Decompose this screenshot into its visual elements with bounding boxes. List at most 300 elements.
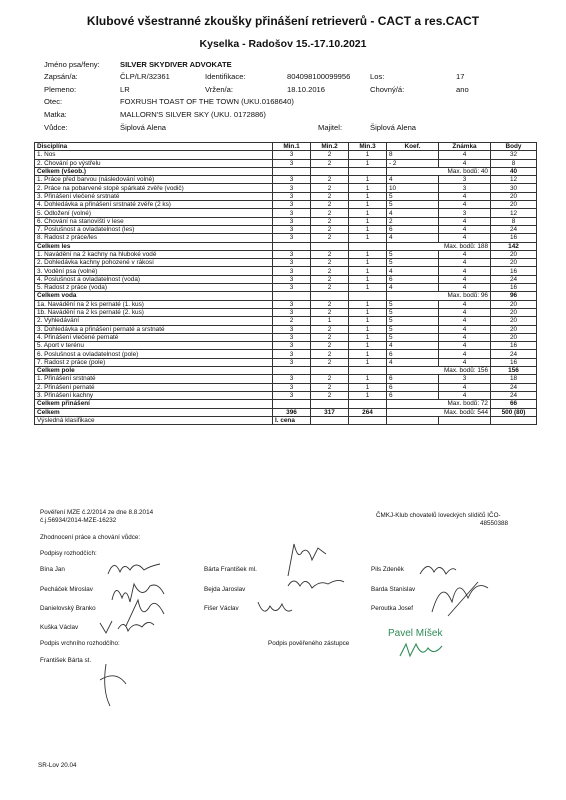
table-row — [35, 342, 537, 350]
min3-cell: 1 — [349, 201, 387, 209]
table-row — [35, 225, 537, 233]
total-min3-cell: 264 — [349, 408, 387, 416]
points-cell: 24 — [491, 383, 537, 391]
points-cell: 24 — [491, 391, 537, 399]
points-cell: 32 — [491, 151, 537, 159]
min3-cell: 1 — [349, 317, 387, 325]
coef-cell: 5 — [387, 259, 439, 267]
empty-cell — [349, 167, 387, 175]
min1-cell: 3 — [273, 176, 311, 184]
empty-cell — [349, 367, 387, 375]
total-label: Celkem — [35, 408, 273, 416]
dam-label: Matka: — [44, 110, 67, 119]
points-cell: 20 — [491, 259, 537, 267]
grade-cell: 4 — [439, 284, 491, 292]
min3-cell: 1 — [349, 358, 387, 366]
min2-cell: 2 — [311, 192, 349, 200]
dog-name: SILVER SKYDIVER ADVOKATE — [120, 60, 232, 69]
empty-cell — [273, 292, 311, 300]
signature-kuska — [98, 615, 158, 639]
judge-name: Pecháček Miroslav — [40, 586, 93, 593]
min2-cell: 2 — [311, 275, 349, 283]
table-row — [35, 250, 537, 258]
judge-name: Bína Jan — [40, 566, 65, 573]
min1-cell: 3 — [273, 275, 311, 283]
col-header-points: Body — [491, 143, 537, 151]
total-row — [35, 408, 537, 416]
deputy-signature-label: Podpis pověřeného zástupce — [268, 640, 350, 647]
grade-cell: 4 — [439, 383, 491, 391]
deputy-name: Pavel Míšek — [388, 628, 443, 639]
discipline-cell: 4. Poslušnost a ovladatelnost (voda) — [35, 275, 273, 283]
points-cell: 20 — [491, 317, 537, 325]
handler-label: Vůdce: — [44, 123, 68, 132]
discipline-cell: 1. Práce před barvou (následování volné) — [35, 176, 273, 184]
min2-cell: 2 — [311, 209, 349, 217]
points-cell: 24 — [491, 275, 537, 283]
coef-cell: 6 — [387, 350, 439, 358]
dog-born: 18.10.2016 — [287, 85, 326, 94]
section-points-cell: 156 — [491, 367, 537, 375]
judges-signatures-label: Podpisy rozhodčích: — [40, 550, 97, 557]
min2-cell: 2 — [311, 151, 349, 159]
coef-cell: 5 — [387, 300, 439, 308]
min2-cell: 2 — [311, 217, 349, 225]
min3-cell: 1 — [349, 342, 387, 350]
points-cell: 24 — [491, 350, 537, 358]
points-cell: 20 — [491, 333, 537, 341]
approval-text: Pověření MZE č.2/2014 ze dne 8.8.2014 — [40, 509, 154, 516]
points-cell: 20 — [491, 308, 537, 316]
grade-cell: 4 — [439, 350, 491, 358]
col-header-min2: Min.2 — [311, 143, 349, 151]
min2-cell: 2 — [311, 250, 349, 258]
table-row — [35, 308, 537, 316]
min2-cell: 2 — [311, 201, 349, 209]
discipline-cell: 2. Práce na pobarvené stopě spárkaté zvěře (vodič) — [35, 184, 273, 192]
points-cell: 16 — [491, 342, 537, 350]
table-row — [35, 234, 537, 242]
table-row — [35, 325, 537, 333]
section-total-label: Celkem pole — [35, 367, 273, 375]
chief-judge-label: Podpis vrchního rozhodčího: — [40, 640, 120, 647]
table-row — [35, 259, 537, 267]
min1-cell: 3 — [273, 300, 311, 308]
points-cell: 20 — [491, 201, 537, 209]
max-points-cell: Max. bodů: 40 — [387, 167, 491, 175]
table-row — [35, 209, 537, 217]
grade-cell: 4 — [439, 234, 491, 242]
coef-cell: 6 — [387, 275, 439, 283]
min1-cell: 3 — [273, 192, 311, 200]
signature-fiser — [256, 598, 296, 620]
points-cell: 8 — [491, 217, 537, 225]
grade-cell: 4 — [439, 217, 491, 225]
section-points-cell: 96 — [491, 292, 537, 300]
grade-cell: 4 — [439, 267, 491, 275]
breeding-label: Chovný/á: — [370, 85, 405, 94]
min1-cell: 3 — [273, 375, 311, 383]
grade-cell: 3 — [439, 209, 491, 217]
table-row — [35, 184, 537, 192]
discipline-cell: 5. Odložení (volné) — [35, 209, 273, 217]
min2-cell: 2 — [311, 375, 349, 383]
discipline-cell: 3. Dohledávka a přinášení pernaté a srstnaté — [35, 325, 273, 333]
min2-cell: 2 — [311, 350, 349, 358]
chief-judge-name: František Bárta st. — [40, 657, 92, 664]
min1-cell: 2 — [273, 317, 311, 325]
min1-cell: 3 — [273, 234, 311, 242]
coef-cell: 6 — [387, 391, 439, 399]
judge-name: Barda Stanislav — [371, 586, 416, 593]
col-header-grade: Známka — [439, 143, 491, 151]
total-min2-cell: 317 — [311, 408, 349, 416]
empty-cell — [311, 292, 349, 300]
coef-cell: 6 — [387, 383, 439, 391]
signature-barda — [428, 572, 494, 622]
empty-cell — [273, 367, 311, 375]
table-row — [35, 267, 537, 275]
dog-breeding: ano — [456, 85, 469, 94]
grade-cell: 4 — [439, 192, 491, 200]
points-cell: 18 — [491, 375, 537, 383]
judge-name: Bejda Jaroslav — [204, 586, 246, 593]
dog-breed: LR — [120, 85, 130, 94]
table-row — [35, 375, 537, 383]
discipline-cell: 6. Chování na stanovišti v lese — [35, 217, 273, 225]
discipline-cell: 2. Dohledávka kachny pohozené v rákosí — [35, 259, 273, 267]
coef-cell: 4 — [387, 234, 439, 242]
min3-cell: 1 — [349, 159, 387, 167]
table-row — [35, 217, 537, 225]
reg-label: Zapsán/a: — [44, 72, 78, 81]
dog-reg: ČLP/LR/32361 — [120, 72, 170, 81]
signature-misek — [398, 640, 448, 662]
min2-cell: 2 — [311, 259, 349, 267]
empty-cell — [273, 242, 311, 250]
sire-label: Otec: — [44, 97, 63, 106]
min1-cell: 3 — [273, 358, 311, 366]
max-points-cell: Max. bodů: 156 — [387, 367, 491, 375]
min1-cell: 3 — [273, 308, 311, 316]
min1-cell: 3 — [273, 201, 311, 209]
dog-los: 17 — [456, 72, 465, 81]
min1-cell: 3 — [273, 267, 311, 275]
points-cell: 20 — [491, 300, 537, 308]
discipline-cell: 2. Vyhledávání — [35, 317, 273, 325]
discipline-cell: 3. Přinášení vlečené srstnaté — [35, 192, 273, 200]
judge-name: Kuška Václav — [40, 624, 79, 631]
empty-cell — [311, 242, 349, 250]
min2-cell: 2 — [311, 184, 349, 192]
max-points-cell: Max. bodů: 188 — [387, 242, 491, 250]
min2-cell: 2 — [311, 383, 349, 391]
min1-cell: 3 — [273, 217, 311, 225]
table-row — [35, 391, 537, 399]
min3-cell: 1 — [349, 308, 387, 316]
points-cell: 20 — [491, 250, 537, 258]
table-row — [35, 358, 537, 366]
dog-handler: Šiplová Alena — [120, 123, 167, 132]
points-cell: 8 — [491, 159, 537, 167]
table-row — [35, 383, 537, 391]
min1-cell: 3 — [273, 391, 311, 399]
col-header-discipline: Disciplína — [35, 143, 273, 151]
max-points-cell: Max. bodů: 72 — [387, 400, 491, 408]
born-label: Vržen/a: — [205, 85, 233, 94]
grade-cell: 4 — [439, 317, 491, 325]
empty-cell — [387, 416, 439, 424]
signature-chief — [96, 660, 136, 710]
empty-cell — [311, 167, 349, 175]
coef-cell: 5 — [387, 325, 439, 333]
discipline-cell: 5. Radost z práce (voda) — [35, 284, 273, 292]
points-cell: 16 — [491, 234, 537, 242]
min2-cell: 2 — [311, 225, 349, 233]
discipline-cell: 5. Aport v terénu — [35, 342, 273, 350]
discipline-cell: 1. Nos — [35, 151, 273, 159]
empty-cell — [349, 242, 387, 250]
id-label: Identifikace: — [205, 72, 246, 81]
table-row — [35, 192, 537, 200]
min3-cell: 1 — [349, 259, 387, 267]
coef-cell: 4 — [387, 358, 439, 366]
min3-cell: 1 — [349, 383, 387, 391]
points-cell: 16 — [491, 267, 537, 275]
min3-cell: 1 — [349, 176, 387, 184]
table-row — [35, 275, 537, 283]
section-total-label: Celkem přinášení — [35, 400, 273, 408]
col-header-coef: Koef. — [387, 143, 439, 151]
grade-cell: 4 — [439, 250, 491, 258]
min2-cell: 2 — [311, 267, 349, 275]
grade-cell: 4 — [439, 201, 491, 209]
grade-cell: 4 — [439, 358, 491, 366]
subtotal-row — [35, 367, 537, 375]
club-ico: 48550388 — [480, 520, 509, 527]
grade-cell: 4 — [439, 325, 491, 333]
min2-cell: 2 — [311, 176, 349, 184]
dog-owner: Šiplová Alena — [370, 123, 417, 132]
grade-cell: 4 — [439, 308, 491, 316]
results-table — [34, 142, 537, 425]
empty-cell — [311, 367, 349, 375]
document-subtitle: Kyselka - Radošov 15.-17.10.2021 — [199, 38, 367, 50]
grade-cell: 4 — [439, 342, 491, 350]
grade-cell: 4 — [439, 225, 491, 233]
judge-name: Peroutka Josef — [371, 605, 414, 612]
min3-cell: 1 — [349, 300, 387, 308]
empty-cell — [491, 416, 537, 424]
max-points-cell: Max. bodů: 96 — [387, 292, 491, 300]
min2-cell: 1 — [311, 317, 349, 325]
table-row — [35, 201, 537, 209]
min3-cell: 1 — [349, 325, 387, 333]
points-cell: 16 — [491, 358, 537, 366]
col-header-min1: Min.1 — [273, 143, 311, 151]
discipline-cell: 1. Navádění na 2 kachny na hluboké vodě — [35, 250, 273, 258]
min2-cell: 2 — [311, 358, 349, 366]
points-cell: 12 — [491, 176, 537, 184]
coef-cell: 4 — [387, 267, 439, 275]
discipline-cell: 3. Vodění psa (volné) — [35, 267, 273, 275]
min3-cell: 1 — [349, 275, 387, 283]
discipline-cell: 3. Přinášení kachny — [35, 391, 273, 399]
judge-name: Pils Zdeněk — [371, 566, 404, 573]
table-row — [35, 317, 537, 325]
discipline-cell: 7. Radost z práce (pole) — [35, 358, 273, 366]
form-code: SR-Lov 20.04 — [38, 762, 77, 769]
coef-cell: 4 — [387, 284, 439, 292]
coef-cell: 5 — [387, 333, 439, 341]
empty-cell — [273, 167, 311, 175]
document-title: Klubové všestranné zkoušky přinášení retrieverů - CACT a res.CACT — [86, 14, 480, 28]
table-row — [35, 350, 537, 358]
min3-cell: 1 — [349, 250, 387, 258]
table-row — [35, 159, 537, 167]
min1-cell: 3 — [273, 333, 311, 341]
min1-cell: 3 — [273, 225, 311, 233]
discipline-cell: 1b. Navádění na 2 ks pernaté (2. kus) — [35, 308, 273, 316]
coef-cell: 4 — [387, 342, 439, 350]
coef-cell: 5 — [387, 250, 439, 258]
owner-label: Majitel: — [318, 123, 343, 132]
coef-cell: 5 — [387, 201, 439, 209]
empty-cell — [311, 400, 349, 408]
min3-cell: 1 — [349, 151, 387, 159]
discipline-cell: 4. Dohledávka a přinášení srstnaté zvěře (2 ks) — [35, 201, 273, 209]
discipline-cell: 1. Přinášení srstnaté — [35, 375, 273, 383]
min3-cell: 1 — [349, 350, 387, 358]
min2-cell: 2 — [311, 300, 349, 308]
grade-cell: 4 — [439, 151, 491, 159]
coef-cell: 10 — [387, 184, 439, 192]
min2-cell: 2 — [311, 234, 349, 242]
grade-cell: 4 — [439, 275, 491, 283]
breed-label: Plemeno: — [44, 85, 77, 94]
points-cell: 12 — [491, 209, 537, 217]
total-max-points-cell: Max. bodů: 544 — [387, 408, 491, 416]
judge-name: Fišer Václav — [204, 605, 239, 612]
club-text: ČMKJ-Klub chovatelů loveckých slídičů IČO- — [376, 512, 501, 519]
grade-cell: 4 — [439, 159, 491, 167]
points-cell: 16 — [491, 284, 537, 292]
total-points-cell: 500 (80) — [491, 408, 537, 416]
los-label: Los: — [370, 72, 385, 81]
grade-cell: 4 — [439, 391, 491, 399]
points-cell: 30 — [491, 184, 537, 192]
coef-cell: 6 — [387, 375, 439, 383]
min1-cell: 3 — [273, 325, 311, 333]
min1-cell: 3 — [273, 250, 311, 258]
subtotal-row — [35, 400, 537, 408]
coef-cell: 4 — [387, 176, 439, 184]
min3-cell: 1 — [349, 225, 387, 233]
min2-cell: 2 — [311, 284, 349, 292]
subtotal-row — [35, 242, 537, 250]
coef-cell: - 2 — [387, 159, 439, 167]
dog-sire: FOXRUSH TOAST OF THE TOWN (UKU.0168640) — [120, 97, 294, 106]
coef-cell: 5 — [387, 308, 439, 316]
min2-cell: 2 — [311, 325, 349, 333]
coef-cell: 2 — [387, 217, 439, 225]
empty-cell — [439, 416, 491, 424]
section-points-cell: 66 — [491, 400, 537, 408]
min1-cell: 3 — [273, 350, 311, 358]
min1-cell: 3 — [273, 184, 311, 192]
table-row — [35, 284, 537, 292]
min1-cell: 3 — [273, 209, 311, 217]
min3-cell: 1 — [349, 209, 387, 217]
classification-label: Výsledná klasifikace — [35, 416, 273, 424]
min2-cell: 2 — [311, 333, 349, 341]
dog-dam: MALLORN'S SILVER SKY (UKU. 0172886) — [120, 110, 266, 119]
classification-row — [35, 416, 537, 424]
judge-name: Danielovský Branko — [40, 605, 96, 612]
min3-cell: 1 — [349, 184, 387, 192]
min1-cell: 3 — [273, 383, 311, 391]
grade-cell: 4 — [439, 333, 491, 341]
min3-cell: 1 — [349, 267, 387, 275]
col-header-min3: Min.3 — [349, 143, 387, 151]
name-label: Jméno psa/feny: — [44, 60, 100, 69]
min3-cell: 1 — [349, 375, 387, 383]
min1-cell: 3 — [273, 342, 311, 350]
table-row — [35, 333, 537, 341]
table-row — [35, 300, 537, 308]
table-header-row — [35, 143, 537, 151]
signature-bejda — [286, 572, 346, 594]
min3-cell: 1 — [349, 192, 387, 200]
discipline-cell: 2. Chování po výstřelu — [35, 159, 273, 167]
discipline-cell: 7. Poslušnost a ovladatelnost (les) — [35, 225, 273, 233]
points-cell: 20 — [491, 192, 537, 200]
min1-cell: 3 — [273, 151, 311, 159]
empty-cell — [349, 400, 387, 408]
total-min1-cell: 396 — [273, 408, 311, 416]
grade-cell: 4 — [439, 300, 491, 308]
table-row — [35, 151, 537, 159]
coef-cell: 8 — [387, 151, 439, 159]
section-points-cell: 142 — [491, 242, 537, 250]
min1-cell: 3 — [273, 259, 311, 267]
coef-cell: 6 — [387, 225, 439, 233]
coef-cell: 5 — [387, 192, 439, 200]
section-total-label: Celkem voda — [35, 292, 273, 300]
min3-cell: 1 — [349, 284, 387, 292]
judge-name: Bárta František ml. — [204, 566, 257, 573]
subtotal-row — [35, 167, 537, 175]
classification-value: I. cena — [273, 416, 311, 424]
discipline-cell: 2. Přinášení pernaté — [35, 383, 273, 391]
subtotal-row — [35, 292, 537, 300]
min2-cell: 2 — [311, 308, 349, 316]
section-total-label: Celkem les — [35, 242, 273, 250]
grade-cell: 3 — [439, 176, 491, 184]
grade-cell: 3 — [439, 184, 491, 192]
coef-cell: 5 — [387, 317, 439, 325]
approval-ref: č.j.56934/2014-MZE-16232 — [40, 517, 117, 524]
min3-cell: 1 — [349, 333, 387, 341]
coef-cell: 4 — [387, 209, 439, 217]
empty-cell — [349, 292, 387, 300]
min1-cell: 3 — [273, 159, 311, 167]
discipline-cell: 8. Radost z práce/les — [35, 234, 273, 242]
min2-cell: 2 — [311, 342, 349, 350]
grade-cell: 3 — [439, 375, 491, 383]
empty-cell — [349, 416, 387, 424]
dog-id: 804098100099956 — [287, 72, 351, 81]
